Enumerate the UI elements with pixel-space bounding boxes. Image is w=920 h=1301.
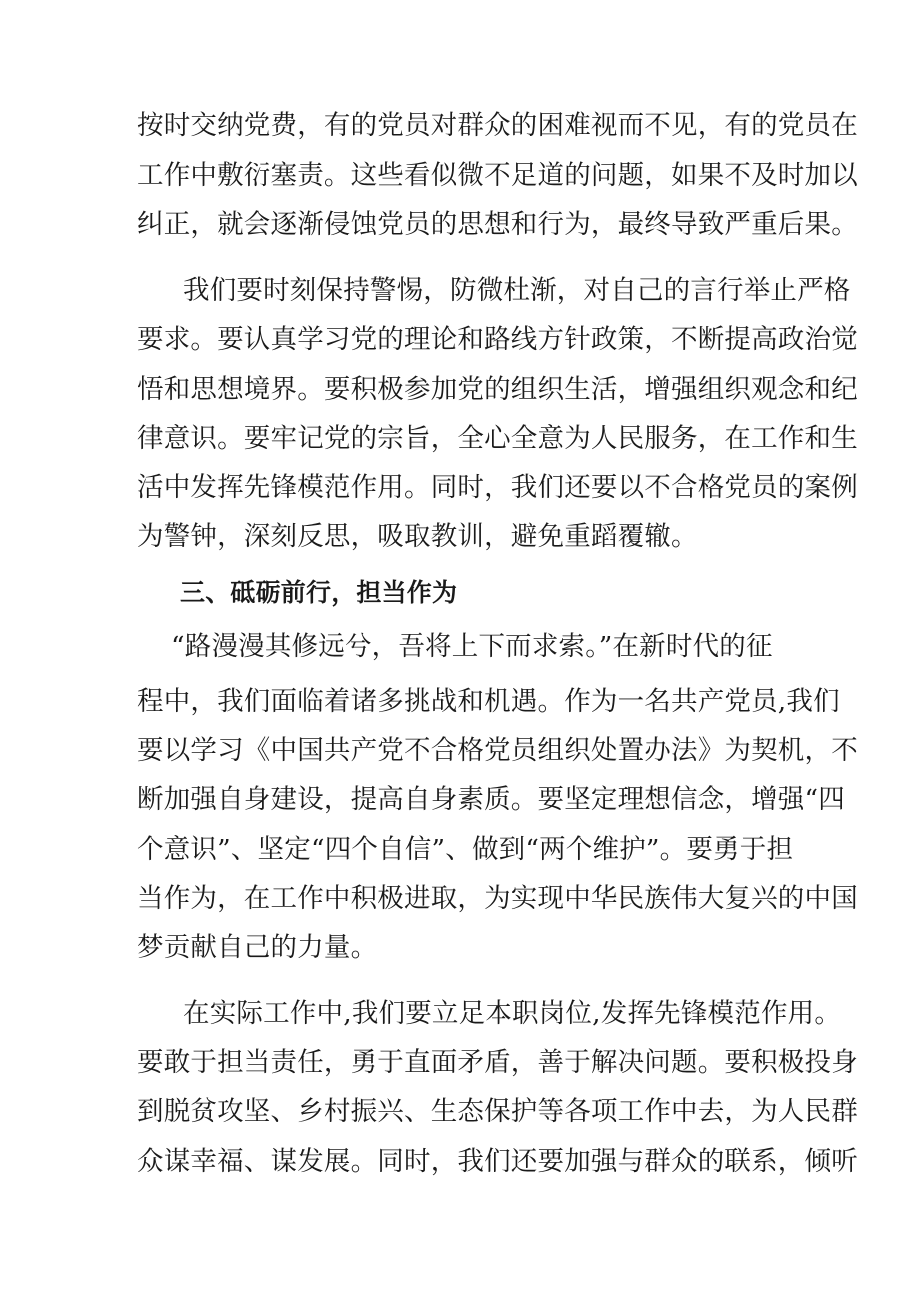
text-line: 活中发挥先锋模范作用。同时，我们还要以不合格党员的案例 — [137, 472, 858, 503]
text-line: 断加强自身建设，提高自身素质。要坚定理想信念，增强“四 — [137, 784, 845, 815]
text-line: 个意识”、坚定“四个自信”、做到“两个维护”。要勇于担 — [137, 834, 794, 865]
text-line: 要以学习《中国共产党不合格党员组织处置办法》为契机，不 — [137, 735, 858, 766]
paragraph-first-line: 在实际工作中,我们要立足本职岗位,发挥先锋模范作用。 — [183, 998, 842, 1029]
text-line: 要求。要认真学习党的理论和路线方针政策，不断提高政治觉 — [137, 324, 858, 355]
text-line: 工作中敷衍塞责。这些看似微不足道的问题，如果不及时加以 — [137, 160, 858, 191]
text-line: 律意识。要牢记党的宗旨，全心全意为人民服务，在工作和生 — [137, 423, 858, 454]
text-line: 悟和思想境界。要积极参加党的组织生活，增强组织观念和纪 — [137, 374, 858, 405]
text-line: 到脱贫攻坚、乡村振兴、生态保护等各项工作中去，为人民群 — [137, 1096, 858, 1127]
text-line: 要敢于担当责任，勇于直面矛盾，善于解决问题。要积极投身 — [137, 1047, 858, 1078]
text-line: 按时交纳党费，有的党员对群众的困难视而不见，有的党员在 — [137, 110, 858, 141]
text-line: 众谋幸福、谋发展。同时，我们还要加强与群众的联系，倾听 — [137, 1146, 858, 1177]
section-heading: 三、砥砺前行，担当作为 — [180, 578, 458, 607]
text-line: 梦贡献自己的力量。 — [137, 932, 378, 963]
paragraph-first-line: 我们要时刻保持警惕，防微杜渐，对自己的言行举止严格 — [183, 275, 851, 306]
text-line: 当作为，在工作中积极进取，为实现中华民族伟大复兴的中国 — [137, 883, 858, 914]
text-line: 为警钟，深刻反思，吸取教训，避免重蹈覆辙。 — [137, 521, 698, 552]
text-line: 纠正，就会逐渐侵蚀党员的思想和行为，最终导致严重后果。 — [137, 209, 858, 240]
text-line: 程中，我们面临着诸多挑战和机遇。作为一名共产党员,我们 — [137, 686, 840, 717]
paragraph-first-line: “路漫漫其修远兮，吾将上下而求索。”在新时代的征 — [171, 631, 773, 662]
